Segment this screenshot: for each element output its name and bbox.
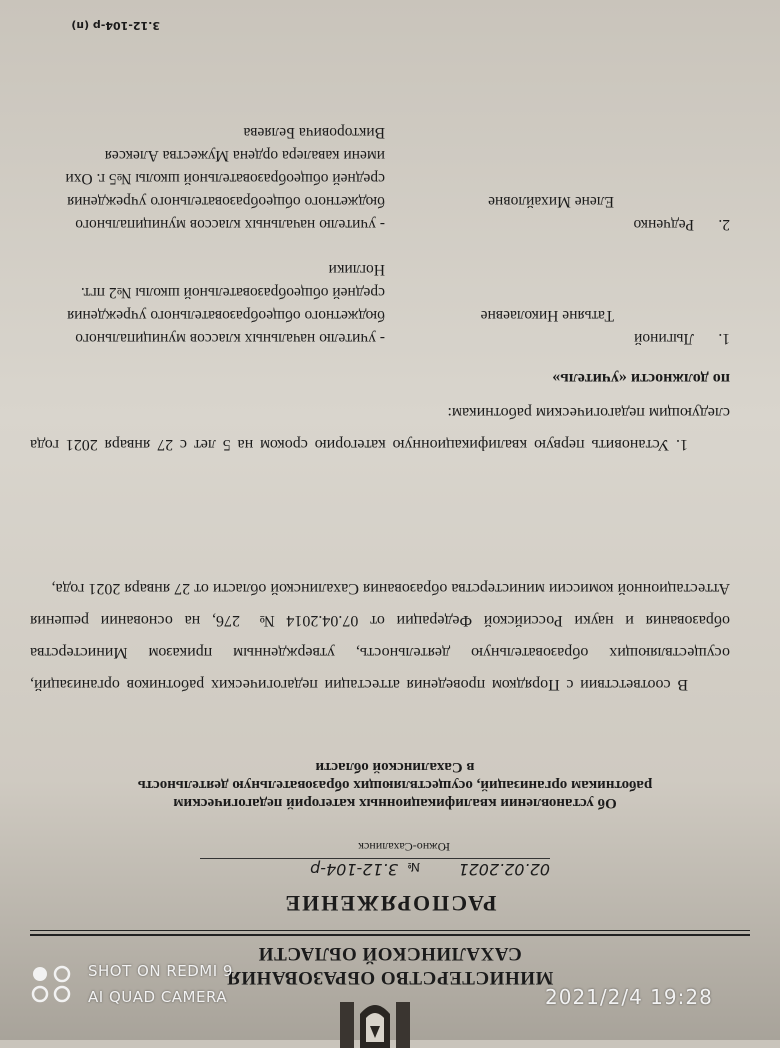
teacher-surname: Редченко — [633, 216, 694, 233]
ministry-name-line1: МИНИСТЕРСТВО ОБРАЗОВАНИЯ — [226, 967, 554, 988]
order-date: 02.02.2021 — [458, 860, 550, 879]
teacher-position: - учителю начальных классов муниципального бюджетного общеобразовательного учреждения средней общеобразовательной школы №2 пгт. Ноглики — [67, 261, 385, 347]
item-1-text: 1. Установить первую квалификационную категорию сроком на 5 лет с 27 января 2021 года следующим педагогическим работникам: — [30, 404, 730, 453]
date-underline — [200, 858, 550, 859]
watermark-camera: AI QUAD CAMERA — [88, 988, 228, 1006]
teacher-first-name: Елене Михайловне — [488, 193, 614, 210]
list-item — [30, 121, 730, 236]
ministry-name-line2: САХАЛИНСКОЙ ОБЛАСТИ — [258, 943, 522, 964]
teacher-first-name: Татьяне Николаевне — [480, 307, 614, 324]
teacher-number: 2. — [718, 216, 730, 233]
teacher-surname: Лыгиной — [634, 330, 694, 347]
order-number: 3.12-104-р — [310, 860, 398, 879]
header-rule-thin — [30, 930, 750, 931]
watermark-device: SHOT ON REDMI 9 — [88, 962, 233, 980]
subject-line: работникам организаций, осуществляющих образовательную деятельность — [137, 777, 653, 793]
city-name: Южно-Сахалинск — [358, 840, 450, 854]
photo-timestamp: 2021/2/4 19:28 — [545, 985, 713, 1009]
list-item — [30, 258, 730, 350]
order-title: РАСПОРЯЖЕНИЕ — [283, 891, 497, 916]
preamble-text: В соответствии с Порядком проведения аттестации педагогических работников организаций, осуществляющих образовательную деятельность, утвержденным приказом Министерства образования и науки Российской Федерации от 07.04.2014 № 276, на основании решения Аттестационной комиссии министерства образования Сахалинской области от 27 января 2021 года, — [30, 580, 730, 693]
teacher-number: 1. — [718, 330, 730, 347]
order-subject — [90, 758, 700, 812]
document-code: 3.12-104-р (п) — [71, 19, 160, 32]
date-number-line — [200, 858, 550, 880]
position-header: по должности «учитель» — [552, 370, 730, 387]
teacher-list — [30, 111, 730, 350]
teacher-name — [364, 304, 694, 350]
subject-line: в Сахалинской области — [315, 759, 475, 775]
teacher-name — [364, 190, 694, 236]
number-sign: № — [407, 860, 420, 874]
teacher-position: - учителю начальных классов муниципального бюджетного общеобразовательного учреждения средней общеобразовательной школы №5 г. Охи имени кавалера ордена Мужества Алексея Викторовича Беляева — [65, 124, 385, 233]
coat-of-arms-icon — [330, 990, 420, 1048]
preamble-paragraph — [30, 572, 730, 700]
subject-line: Об установлении квалификационных категорий педагогическим — [173, 795, 617, 811]
item-1-paragraph — [30, 362, 730, 460]
header-rule-thick — [30, 934, 750, 936]
